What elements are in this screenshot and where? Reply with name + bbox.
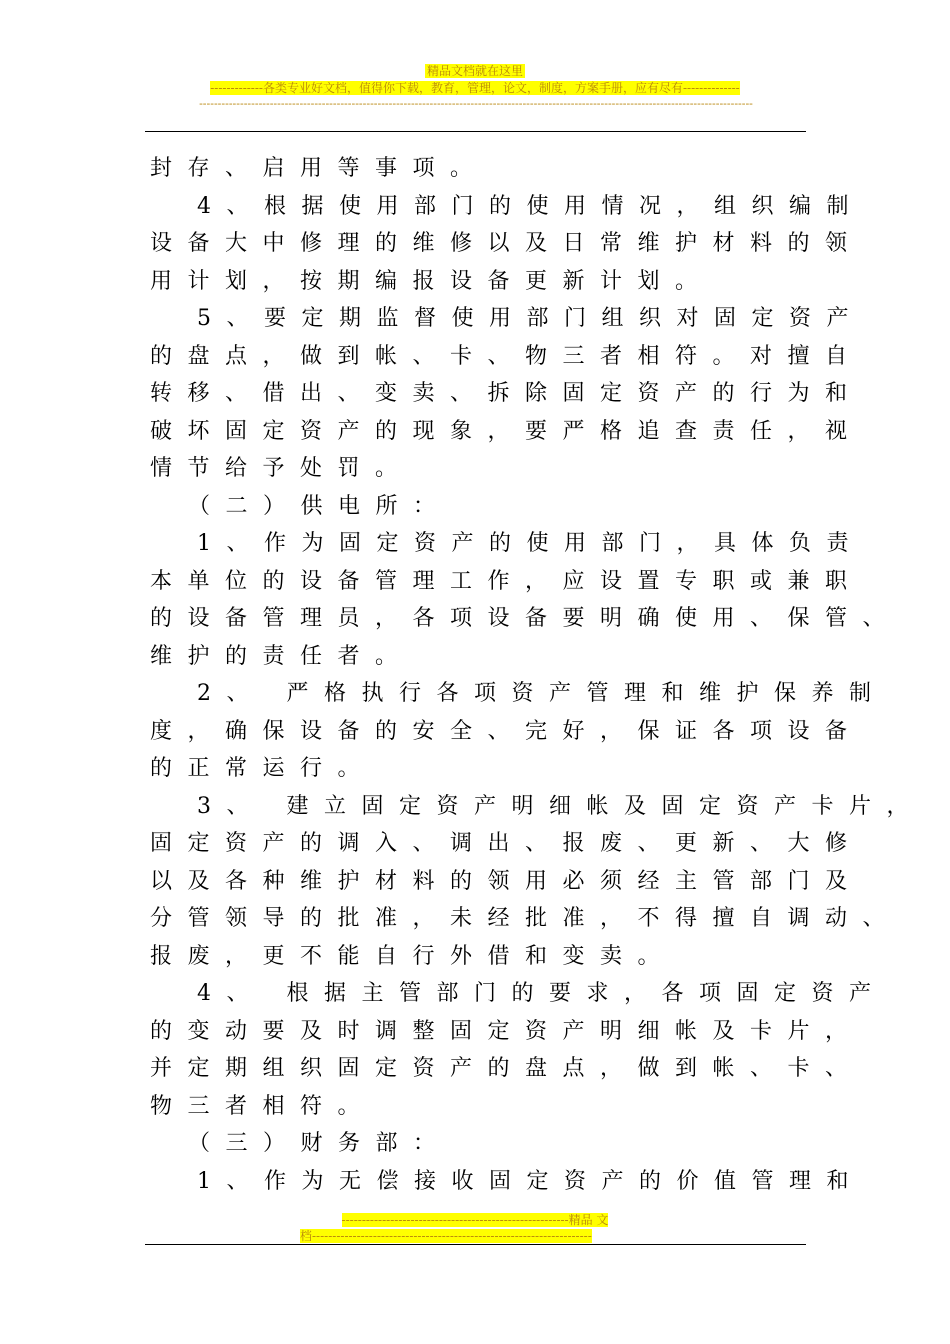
text-line: （三）财务部： bbox=[188, 1131, 451, 1156]
text-line: 的盘点，做到帐、卡、物三者相符。对擅自 bbox=[150, 343, 863, 369]
text-line: 并定期组织固定资产的盘点，做到帐、卡、 bbox=[150, 1056, 863, 1081]
text-line: 情节给予处罚。 bbox=[150, 456, 413, 481]
text-line: 设备大中修理的维修以及日常维护材料的领 bbox=[150, 231, 863, 256]
text-line: 的变动要及时调整固定资产明细帐及卡片， bbox=[150, 1018, 863, 1044]
text-line: （二）供电所： bbox=[188, 493, 451, 519]
text-line: 的正常运行。 bbox=[150, 756, 376, 781]
text-line: 报废，更不能自行外借和变卖。 bbox=[150, 943, 676, 969]
document-body bbox=[150, 150, 924, 1200]
text-line: 1、作为固定资产的使用部门，具体负责 bbox=[197, 531, 864, 556]
footer-text-line-2: 档--------------------------------------------------------------------- bbox=[300, 1229, 592, 1243]
text-line: 封存、启用等事项。 bbox=[150, 156, 488, 181]
header-subtitle: -------------各类专业好文档，值得你下载，教育，管理，论文，制度，方案手册，应有尽有-------------- bbox=[210, 81, 740, 95]
text-line: 1、作为无偿接收固定资产的价值管理和 bbox=[197, 1168, 864, 1194]
text-line: 的设备管理员，各项设备要明确使用、保管、 bbox=[150, 606, 901, 631]
footer-text-line-1: --------------------------------------------------------精品 文 bbox=[341, 1213, 609, 1227]
text-line: 度，确保设备的安全、完好，保证各项设备 bbox=[150, 718, 863, 744]
text-line: 3、 建立固定资产明细帐及固定资产卡片， bbox=[197, 793, 924, 819]
header-dash-line: ----------------------------------------------------------------------------------------------------------------------------------------------------- bbox=[199, 97, 753, 110]
text-line: 2、 严格执行各项资产管理和维护保养制 bbox=[197, 681, 887, 706]
text-line: 分管领导的批准，未经批准，不得擅自调动、 bbox=[150, 906, 901, 931]
text-line: 用计划，按期编报设备更新计划。 bbox=[150, 268, 713, 294]
header-divider bbox=[145, 131, 806, 132]
text-line: 以及各种维护材料的领用必须经主管部门及 bbox=[150, 868, 863, 894]
header-title: 精品文档就在这里 bbox=[426, 64, 523, 78]
footer-divider bbox=[145, 1244, 806, 1245]
text-line: 转移、借出、变卖、拆除固定资产的行为和 bbox=[150, 381, 863, 406]
text-line: 本单位的设备管理工作，应设置专职或兼职 bbox=[150, 568, 863, 594]
text-line: 破坏固定资产的现象，要严格追查责任，视 bbox=[150, 418, 863, 444]
text-line: 5、要定期监督使用部门组织对固定资产 bbox=[197, 306, 864, 331]
text-line: 固定资产的调入、调出、报废、更新、大修 bbox=[150, 831, 863, 856]
text-line: 维护的责任者。 bbox=[150, 643, 413, 669]
text-line: 4、根据使用部门的使用情况，组织编制 bbox=[197, 193, 864, 219]
text-line: 4、 根据主管部门的要求，各项固定资产 bbox=[197, 981, 887, 1006]
text-line: 物三者相符。 bbox=[150, 1093, 376, 1119]
